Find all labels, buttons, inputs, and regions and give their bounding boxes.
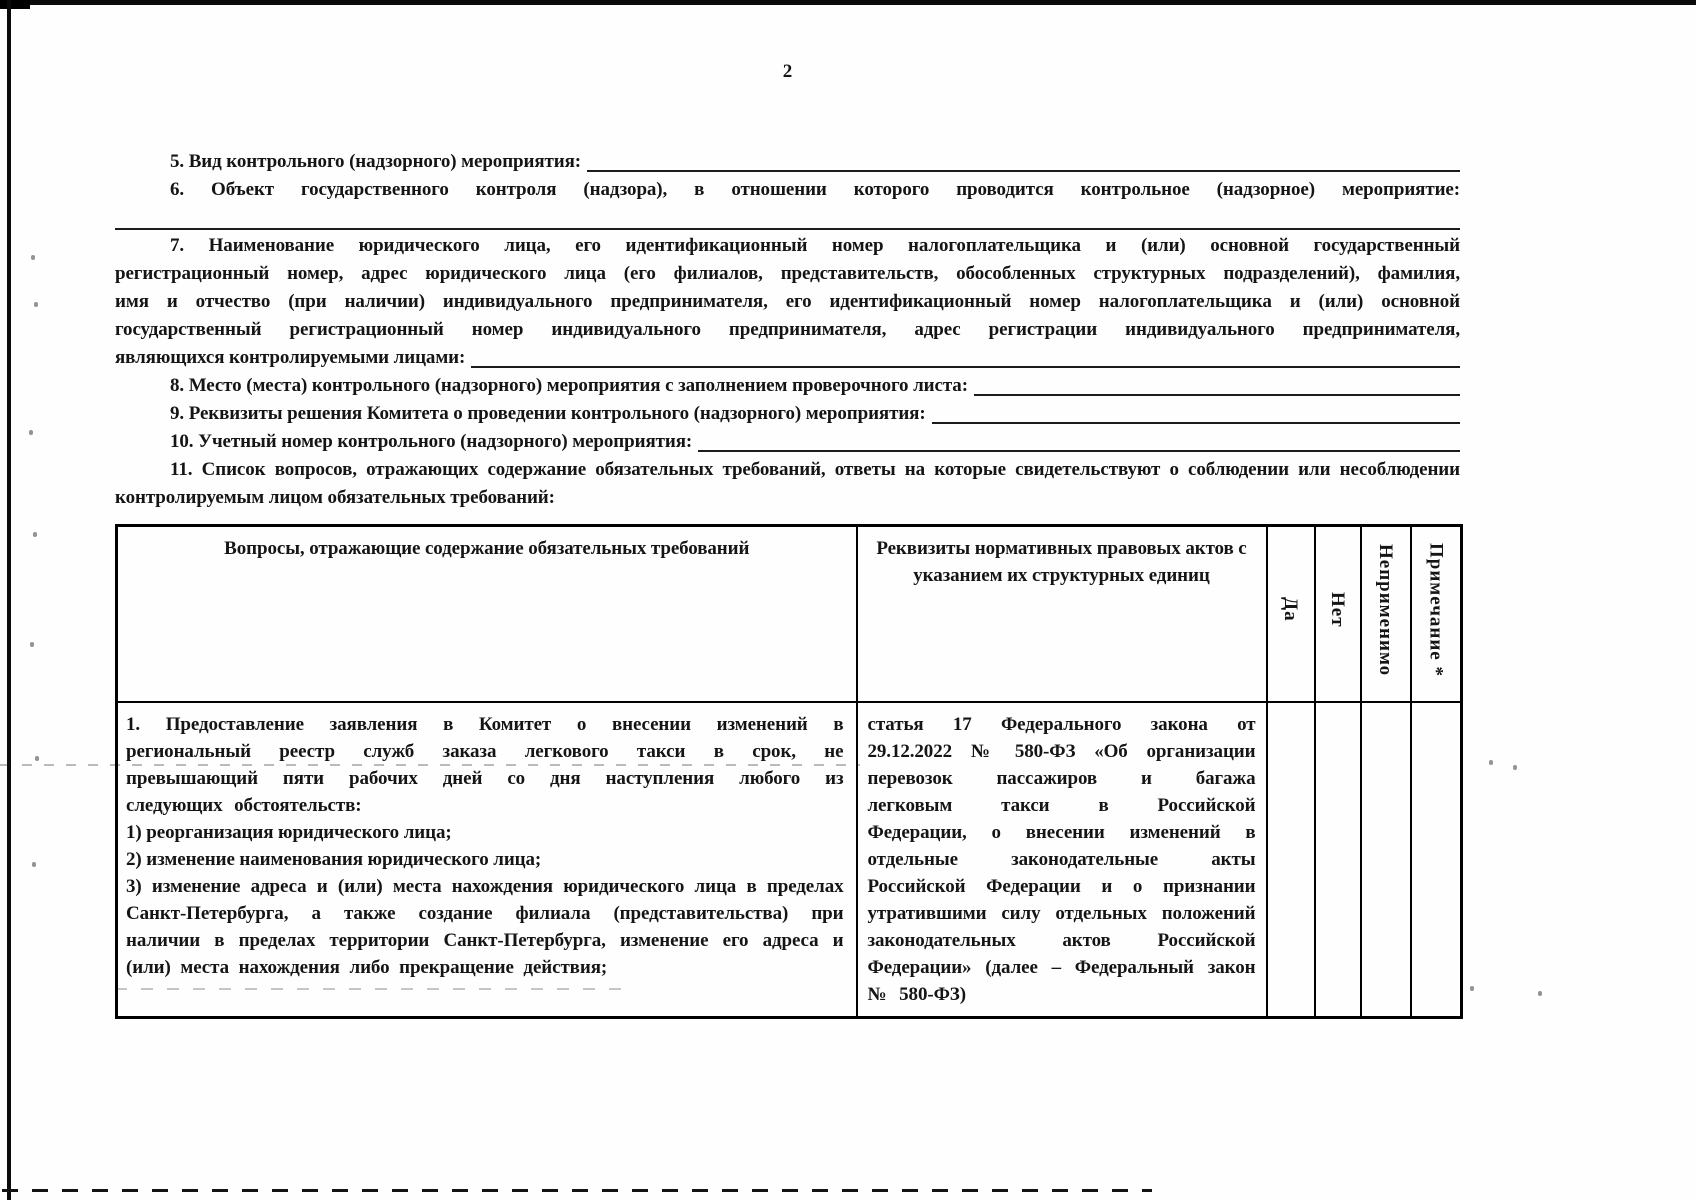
checklist-table [115, 524, 1463, 1019]
header-note [1411, 526, 1462, 702]
header-note-label: Примечание * [1425, 542, 1447, 677]
question-intro: 1. Предоставление заявления в Комитет о внесении изменений в региональный реестр служб заказа легкового такси в срок, не превышающий пяти рабочих дней со дня наступления любого из следующих обстоятельств: [126, 713, 844, 816]
field-5-blank-line [587, 170, 1460, 172]
question-item-3: 3) изменение адреса и (или) места нахождения юридического лица в пределах Санкт-Петербурга, а также создание филиала (представительства) при наличии в пределах территории Санкт-Петербурга, изменение его адреса и (или) места нахождения либо прекращение действия; [126, 875, 844, 978]
field-11-text: 11. Список вопросов, отражающих содержание обязательных требований, ответы на которые свидетельствуют о соблюдении или несоблюдении контролируемым лицом обязательных требований: [115, 459, 1460, 508]
scan-artifact [2, 1189, 1152, 1192]
scan-artifact [0, 0, 30, 9]
page-number: 2 [782, 61, 793, 82]
table-row [117, 702, 1462, 1018]
field-9 [115, 400, 1460, 428]
field-8 [115, 372, 1460, 400]
field-10 [115, 428, 1460, 456]
header-yes-label: Да [1280, 597, 1301, 623]
answer-cell-yes [1267, 702, 1315, 1018]
answer-cell-no [1315, 702, 1361, 1018]
scan-artifact [30, 642, 34, 647]
answer-cell-not-applicable [1361, 702, 1411, 1018]
scan-artifact [33, 532, 37, 537]
field-6-blank-line [115, 204, 1460, 230]
question-item-2: 2) изменение наименования юридического лица; [126, 848, 542, 870]
question-cell [117, 702, 857, 1018]
field-10-blank-line [698, 450, 1460, 452]
field-8-blank-line [974, 394, 1460, 396]
header-questions-label: Вопросы, отражающие содержание обязательных требований [224, 538, 750, 559]
field-7-line-3: имя и отчество (при наличии) индивидуального предпринимателя, его идентификационный номер налогоплательщика и (или) основной [115, 291, 1460, 312]
scan-artifact [0, 0, 1696, 5]
header-acts [857, 526, 1267, 702]
act-cell: статья 17 Федерального закона от 29.12.2022 № 580-ФЗ «Об организации перевозок пассажиров и багажа легковым такси в Российской Федерации, о внесении изменений в отдельные законодательные акты Российской Федерации и о признании утратившими силу отдельных положений законодательных актов Российской Федерации» (далее – Федеральный закон № 580-ФЗ) [857, 702, 1267, 1018]
field-10-label: 10. Учетный номер контрольного (надзорного) мероприятия: [170, 431, 693, 452]
document-content [115, 58, 1460, 1019]
scan-artifact [1470, 986, 1474, 991]
scan-artifact [34, 302, 38, 307]
scan-artifact [1489, 760, 1493, 765]
field-8-label: 8. Место (места) контрольного (надзорного) мероприятия с заполнением проверочного листа: [170, 375, 968, 396]
header-acts-label: Реквизиты нормативных правовых актов с указанием их структурных единиц [876, 538, 1247, 586]
field-7-last-line [115, 344, 1460, 372]
scan-artifact [1513, 765, 1517, 770]
header-no-label: Нет [1327, 591, 1348, 628]
scan-artifact [31, 255, 35, 260]
scan-artifact [35, 756, 39, 761]
header-questions [117, 526, 857, 702]
field-6-label: 6. Объект государственного контроля (надзора), в отношении которого проводится контрольное (надзорное) мероприятие: [170, 179, 1460, 200]
header-not-applicable [1361, 526, 1411, 702]
field-9-label: 9. Реквизиты решения Комитета о проведении контрольного (надзорного) мероприятия: [170, 403, 926, 424]
field-7-label-end: являющихся контролируемыми лицами: [115, 347, 466, 368]
field-5 [115, 148, 1460, 176]
header-yes [1267, 526, 1315, 702]
field-5-label: 5. Вид контрольного (надзорного) мероприятия: [170, 151, 582, 172]
field-7-line-1: 7. Наименование юридического лица, его идентификационный номер налогоплательщика и (или) основной государственный [170, 235, 1460, 256]
header-not-applicable-label: Неприменимо [1375, 543, 1396, 676]
question-item-1: 1) реорганизация юридического лица; [126, 821, 452, 843]
field-7-line-4: государственный регистрационный номер индивидуального предпринимателя, адрес регистрации индивидуального предпринимателя, [115, 319, 1460, 340]
answer-cell-note [1411, 702, 1462, 1018]
scan-artifact [29, 430, 33, 435]
scan-artifact [32, 862, 36, 867]
header-no [1315, 526, 1361, 702]
scan-artifact [1538, 991, 1542, 996]
field-9-blank-line [932, 422, 1460, 424]
field-7-line-2: регистрационный номер, адрес юридического лица (его филиалов, представительств, обособленных структурных подразделений), фамилия, [115, 263, 1460, 284]
table-header-row [117, 526, 1462, 702]
scan-artifact [7, 0, 11, 1200]
field-7-blank-line [471, 366, 1460, 368]
